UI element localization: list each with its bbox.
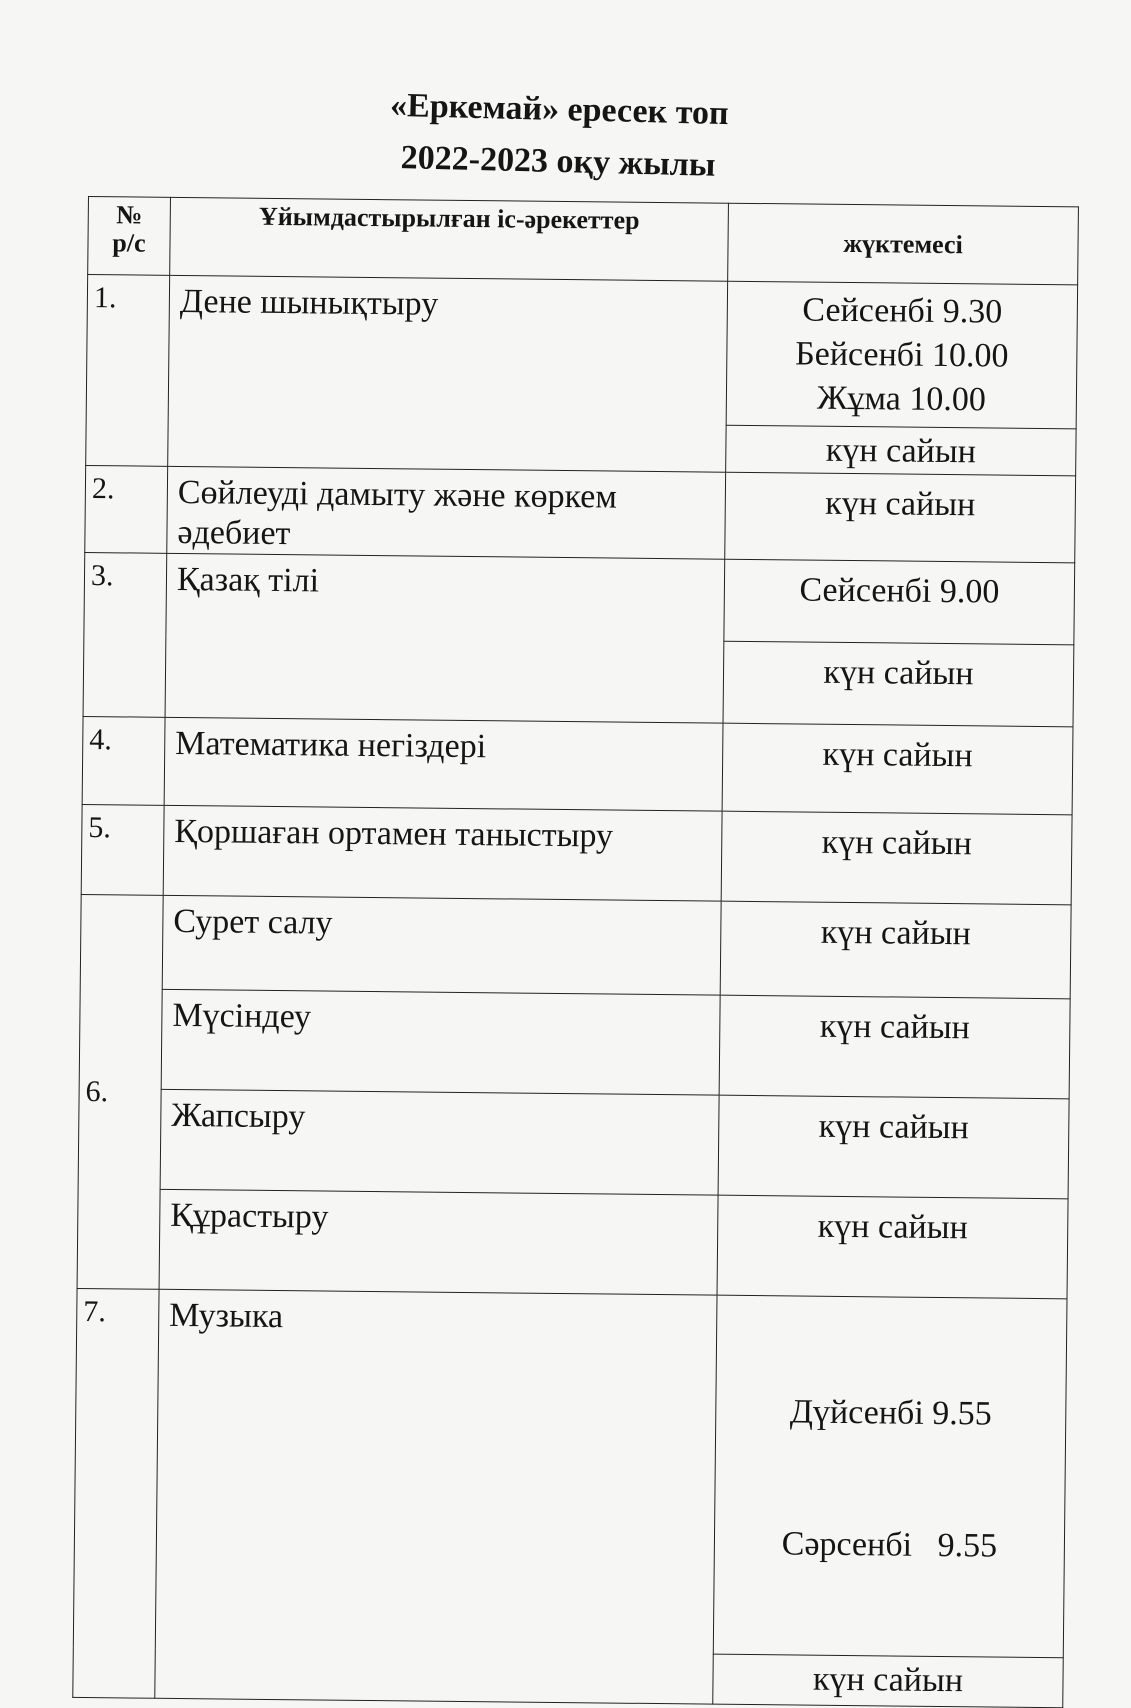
- table-subrow: [79, 988, 1070, 1098]
- row-number: 1.: [86, 275, 170, 467]
- activity-name: Сурет салу: [162, 895, 721, 995]
- load-frequency: күн сайын: [725, 472, 1076, 563]
- activity-name: Қоршаған ортамен таныстыру: [163, 805, 722, 901]
- table-row: [73, 1288, 1067, 1657]
- load-frequency: күн сайын: [721, 811, 1072, 905]
- table-subrow: [77, 1188, 1068, 1298]
- row-number: 6.: [77, 894, 163, 1289]
- table-row: [81, 804, 1072, 904]
- load-frequency: күн сайын: [723, 641, 1074, 727]
- row-number: 5.: [81, 804, 164, 895]
- activity-name: Математика негіздері: [164, 717, 723, 811]
- load-frequency: күн сайын: [717, 1195, 1068, 1299]
- table-row: [86, 275, 1077, 429]
- schedule-line: Бейсенбі 10.00: [795, 335, 1009, 375]
- load-frequency: күн сайын: [726, 425, 1076, 476]
- activity-name: Құрастыру: [159, 1189, 718, 1295]
- row-number: 4.: [82, 716, 165, 805]
- load-frequency: күн сайын: [713, 1654, 1064, 1708]
- load-schedule: [726, 281, 1077, 429]
- activity-name: Жапсыру: [160, 1089, 719, 1195]
- row-number: 2.: [85, 465, 168, 553]
- activity-name: Мүсіндеу: [161, 989, 720, 1095]
- activity-name: Қазақ тілі: [165, 553, 725, 723]
- row-number: 3.: [83, 552, 167, 717]
- header-row: [88, 197, 1079, 285]
- schedule-table-wrapper: [72, 196, 1078, 1708]
- document-title: [298, 78, 820, 195]
- activity-name: Дене шынықтыру: [168, 275, 728, 472]
- header-number-line-1: №: [116, 200, 143, 230]
- load-frequency: күн сайын: [722, 723, 1073, 815]
- row-number: 7.: [73, 1288, 159, 1698]
- schedule-line: Дүйсенбі 9.55: [789, 1393, 992, 1433]
- load-schedule: [713, 1295, 1067, 1658]
- schedule-line: Сәрсенбі 9.55: [781, 1525, 998, 1565]
- schedule-line: Сейсенбі 9.30: [802, 291, 1003, 331]
- header-load: жүктемесі: [728, 203, 1079, 285]
- activity-name: Музыка: [155, 1289, 717, 1704]
- schedule-table: [72, 196, 1079, 1708]
- load-frequency: күн сайын: [719, 995, 1070, 1099]
- schedule-line: Жұма 10.00: [816, 379, 987, 419]
- header-number: [88, 197, 171, 276]
- activity-name: Сөйлеуді дамыту және көркем әдебиет: [167, 466, 726, 559]
- table-row: [84, 552, 1075, 644]
- load-frequency: күн сайын: [718, 1095, 1069, 1199]
- table-subrow: [78, 1088, 1069, 1198]
- header-activity: Ұйымдастырылған іс-әрекеттер: [170, 197, 729, 281]
- title-line-1: «Еркемай» ересек топ: [389, 86, 730, 133]
- header-number-line-2: р/с: [112, 228, 146, 258]
- table-row: [85, 465, 1076, 562]
- load-schedule: Сейсенбі 9.00: [724, 559, 1075, 645]
- load-frequency: күн сайын: [720, 901, 1071, 999]
- table-row: [82, 716, 1073, 814]
- title-line-2: 2022-2023 оқу жылы: [400, 139, 716, 184]
- table-row: [80, 894, 1071, 998]
